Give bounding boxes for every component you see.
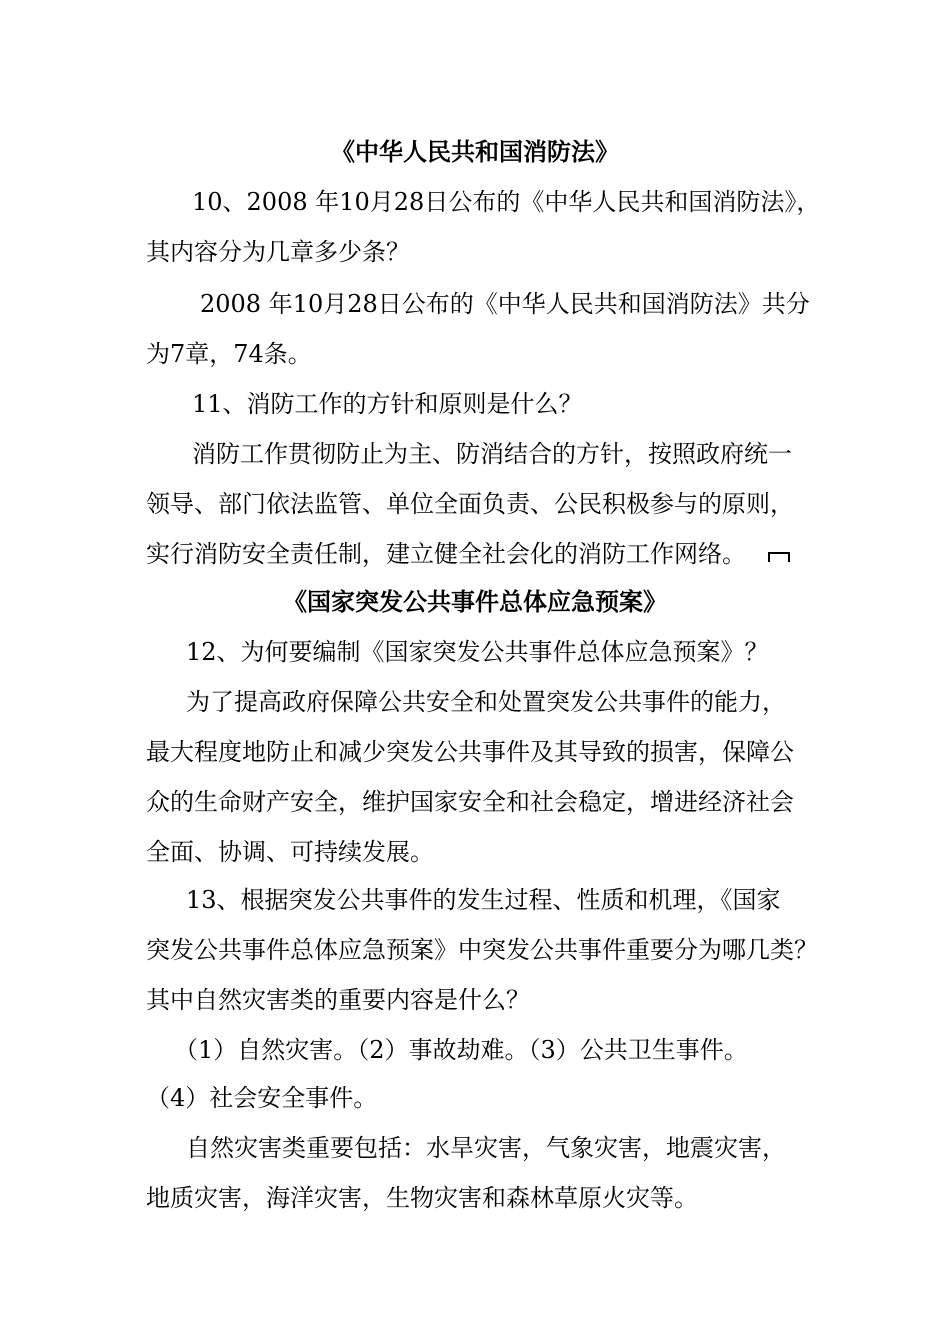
q10-answer-line2: 为7章，74条。: [146, 340, 312, 368]
q11-question: 11、消防工作的方针和原则是什么？: [192, 390, 583, 418]
q11-answer-line1: 消防工作贯彻防止为主、防消结合的方针，按照政府统一: [192, 440, 792, 468]
q10-question-line2: 其内容分为几章多少条？: [146, 238, 410, 266]
q13-question-line3: 其中自然灾害类的重要内容是什么？: [146, 986, 530, 1014]
q12-answer-line1: 为了提高政府保障公共安全和处置突发公共事件的能力，: [186, 688, 786, 716]
q12-answer-line2: 最大程度地防止和减少突发公共事件及其导致的损害，保障公: [146, 738, 794, 766]
q11-answer-line3: 实行消防安全责任制，建立健全社会化的消防工作网络。: [146, 540, 746, 568]
q13-question-line1: 13、根据突发公共事件的发生过程、性质和机理，《国家: [186, 886, 781, 914]
section-title-fire-law: 《中华人民共和国消防法》: [331, 137, 619, 166]
bracket-mark: [768, 552, 790, 562]
q13-question-line2: 突发公共事件总体应急预案》中突发公共事件重要分为哪几类？: [146, 936, 818, 964]
q13-answer-line2: （4）社会安全事件。: [146, 1084, 378, 1112]
q10-question-line1: 10、2008 年10月28日公布的《中华人民共和国消防法》，: [192, 188, 821, 216]
section-title-emergency-plan: 《国家突发公共事件总体应急预案》: [283, 587, 667, 616]
q13-answer-line1: （1）自然灾害。（2）事故劫难。（3）公共卫生事件。: [174, 1036, 748, 1064]
q12-question: 12、为何要编制《国家突发公共事件总体应急预案》？: [186, 638, 769, 666]
q10-answer-line1: 2008 年10月28日公布的《中华人民共和国消防法》共分: [200, 290, 810, 318]
q13-answer-line4: 地质灾害，海洋灾害，生物灾害和森林草原火灾等。: [146, 1184, 698, 1212]
q11-answer-line2: 领导、部门依法监管、单位全面负责、公民积极参与的原则，: [146, 490, 794, 518]
q13-answer-line3: 自然灾害类重要包括：水旱灾害，气象灾害，地震灾害，: [186, 1134, 786, 1162]
q12-answer-line3: 众的生命财产安全，维护国家安全和社会稳定，增进经济社会: [146, 788, 794, 816]
q12-answer-line4: 全面、协调、可持续发展。: [146, 838, 434, 866]
